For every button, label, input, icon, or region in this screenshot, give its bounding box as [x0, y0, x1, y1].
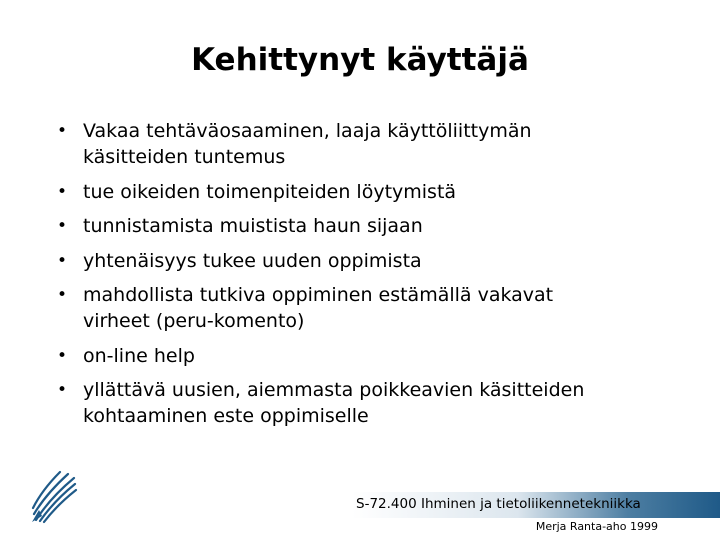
- university-logo-icon: [30, 468, 78, 524]
- bullet-item-5: [54, 282, 694, 334]
- bullet-dot: •: [56, 181, 68, 202]
- bullet-text: yhtenäisyys tukee uuden oppimista: [83, 249, 422, 272]
- bullet-item-6: [54, 343, 694, 369]
- bullet-dot: •: [56, 250, 68, 271]
- bullet-dot: •: [56, 216, 68, 236]
- bullet-item-3: [54, 213, 694, 239]
- bullet-item-1: [54, 118, 694, 170]
- footer-course-title: S-72.400 Ihminen ja tietoliikennetekniikka: [356, 496, 641, 512]
- bullet-text: yllättävä uusien, aiemmasta poikkeavien käsitteiden: [83, 379, 585, 401]
- bullet-text-continuation: käsitteiden tuntemus: [83, 146, 286, 168]
- bullet-text: tunnistamista muistista haun sijaan: [83, 215, 423, 237]
- bullet-dot: •: [56, 121, 68, 141]
- bullet-text: Vakaa tehtäväosaaminen, laaja käyttöliittymän: [83, 120, 532, 142]
- bullet-item-7: [54, 377, 694, 429]
- bullet-text: tue oikeiden toimenpiteiden löytymistä: [83, 180, 457, 203]
- bullet-text: on-line help: [83, 344, 195, 367]
- bullet-item-4: [54, 248, 694, 274]
- bullet-item-2: [54, 179, 694, 205]
- bullet-dot: •: [56, 380, 68, 400]
- bullet-dot: •: [56, 285, 68, 305]
- slide-title: Kehittynyt käyttäjä: [191, 42, 529, 78]
- bullet-list: [54, 118, 694, 438]
- bullet-dot: •: [56, 345, 68, 366]
- footer-author: Merja Ranta-aho 1999: [535, 520, 658, 533]
- bullet-text-continuation: virheet (peru-komento): [83, 310, 305, 332]
- bullet-text-continuation: kohtaaminen este oppimiselle: [83, 405, 369, 427]
- bullet-text: mahdollista tutkiva oppiminen estämällä vakavat: [83, 284, 554, 306]
